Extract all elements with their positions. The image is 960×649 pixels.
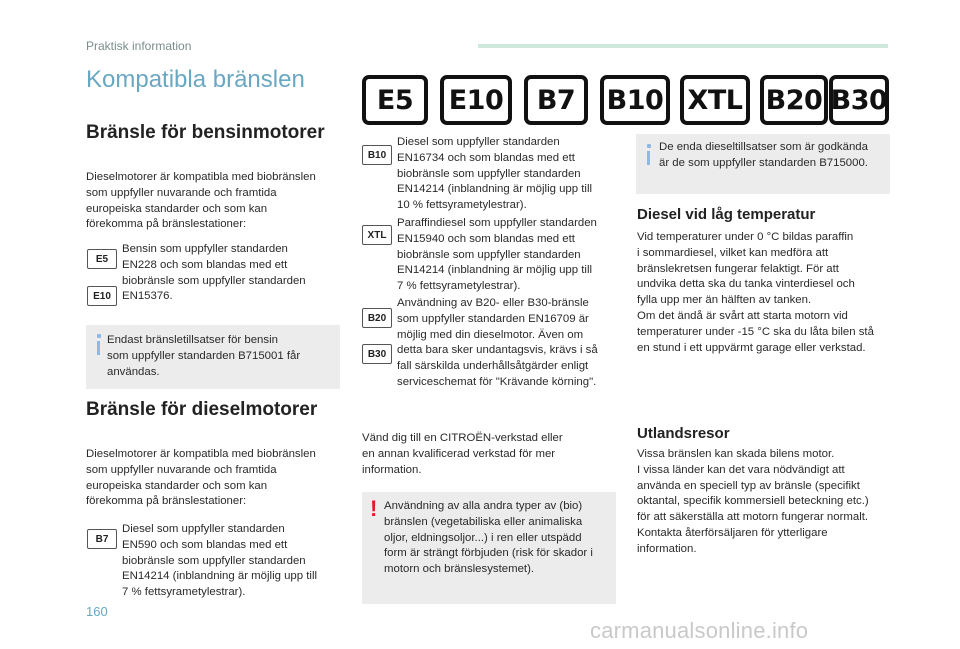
diesel-intro: Dieselmotorer är kompatibla med biobränslen som uppfyller nuvarande och framtida europeiska standarder och som kan förekomma på bränslestationer: [86, 448, 316, 508]
fuel-badge-xtl: XTL [680, 75, 750, 125]
petrol-heading: Bränsle för bensinmotorer [86, 122, 325, 143]
page-number: 160 [86, 604, 108, 619]
header-accent-bar [478, 44, 888, 48]
b10-description: Diesel som uppfyller standarden EN16734 och som blandas med ett biobränsle som uppfyller standarden EN14214 (inblandning är möjlig upp till 10 % fettsyrametylestrar). [397, 136, 593, 212]
badge-xtl: XTL [362, 225, 392, 245]
info-icon [97, 334, 101, 338]
fuel-badge-e10: E10 [440, 75, 512, 125]
warning-box: ! Användning av alla andra typer av (bio) bränslen (vegetabiliska eller animaliska oljor, eldningsoljor...) i ren eller utspädd form är strängt förbjuden (risk för skador i motorn och bränslesystemet). [362, 492, 616, 604]
badge-b20: B20 [362, 308, 392, 328]
diesel-heading: Bränsle för dieselmotorer [86, 399, 318, 420]
fuel-badge-b10: B10 [600, 75, 670, 125]
badge-e5: E5 [87, 249, 117, 269]
badge-b10: B10 [362, 145, 392, 165]
petrol-description: Bensin som uppfyller standarden EN228 och som blandas med ett biobränsle som uppfyller standarden EN15376. [122, 243, 306, 303]
watermark: carmanualsonline.info [590, 618, 809, 643]
fuel-badge-b7: B7 [524, 75, 588, 125]
fuel-badge-b30: B30 [829, 75, 889, 125]
xtl-description: Paraffindiesel som uppfyller standarden EN15940 och som blandas med ett biobränsle som uppfyller standarden EN14214 (inblandning är möjlig upp till 7 % fettsyrametylestrar). [397, 217, 597, 293]
warning-icon: ! [370, 496, 378, 521]
petrol-intro: Dieselmotorer är kompatibla med biobränslen som uppfyller nuvarande och framtida europeiska standarder och som kan förekomma på bränslestationer: [86, 171, 316, 231]
diesel-additive-note: De enda dieseltillsatser som är godkända är de som uppfyller standarden B715000. [636, 134, 890, 194]
badge-b30: B30 [362, 344, 392, 364]
badge-e10: E10 [87, 286, 117, 306]
low-temp-heading: Diesel vid låg temperatur [637, 206, 816, 223]
fuel-badge-b20: B20 [760, 75, 828, 125]
section-label: Praktisk information [86, 39, 192, 53]
abroad-heading: Utlandsresor [637, 425, 730, 442]
petrol-additive-note: Endast bränsletillsatser för bensin som uppfyller standarden B715001 får användas. [86, 325, 340, 389]
b20-b30-description: Användning av B20- eller B30-bränsle som uppfyller standarden EN16709 är möjlig med din dieselmotor. Även om detta bara sker undantagsvis, krävs i så fall särskilda underhållsåtgärder enligt serviceschemat för "Krävande körning". [397, 297, 598, 388]
b7-description: Diesel som uppfyller standarden EN590 och som blandas med ett biobränsle som uppfyller standarden EN14214 (inblandning är möjlig upp till 7 % fettsyrametylestrar). [122, 523, 318, 599]
fuel-badge-e5: E5 [362, 75, 428, 125]
info-icon [647, 144, 651, 148]
page-title: Kompatibla bränslen [86, 66, 305, 93]
workshop-note: Vänd dig till en CITROËN-verkstad eller en annan kvalificerad verkstad för mer information. [362, 432, 563, 476]
low-temp-text: Vid temperaturer under 0 °C bildas paraffin i sommardiesel, vilket kan medföra att bränslekretsen fungerar felaktigt. För att undvika detta ska du tanka vinterdiesel och fylla upp mer än hälften av tanken. Om det ändå är svårt att starta motorn vid temperaturer under -15 °C ska du låta bilen stå en stund i ett uppvärmt garage eller verkstad. [637, 231, 874, 354]
abroad-text: Vissa bränslen kan skada bilens motor. I vissa länder kan det vara nödvändigt att använda en speciell typ av bränsle (specifikt oktantal, specifik kommersiell beteckning etc.) för att säkerställa att motorn fungerar normalt. Kontakta återförsäljaren för ytterligare information. [637, 448, 869, 555]
badge-b7: B7 [87, 529, 117, 549]
